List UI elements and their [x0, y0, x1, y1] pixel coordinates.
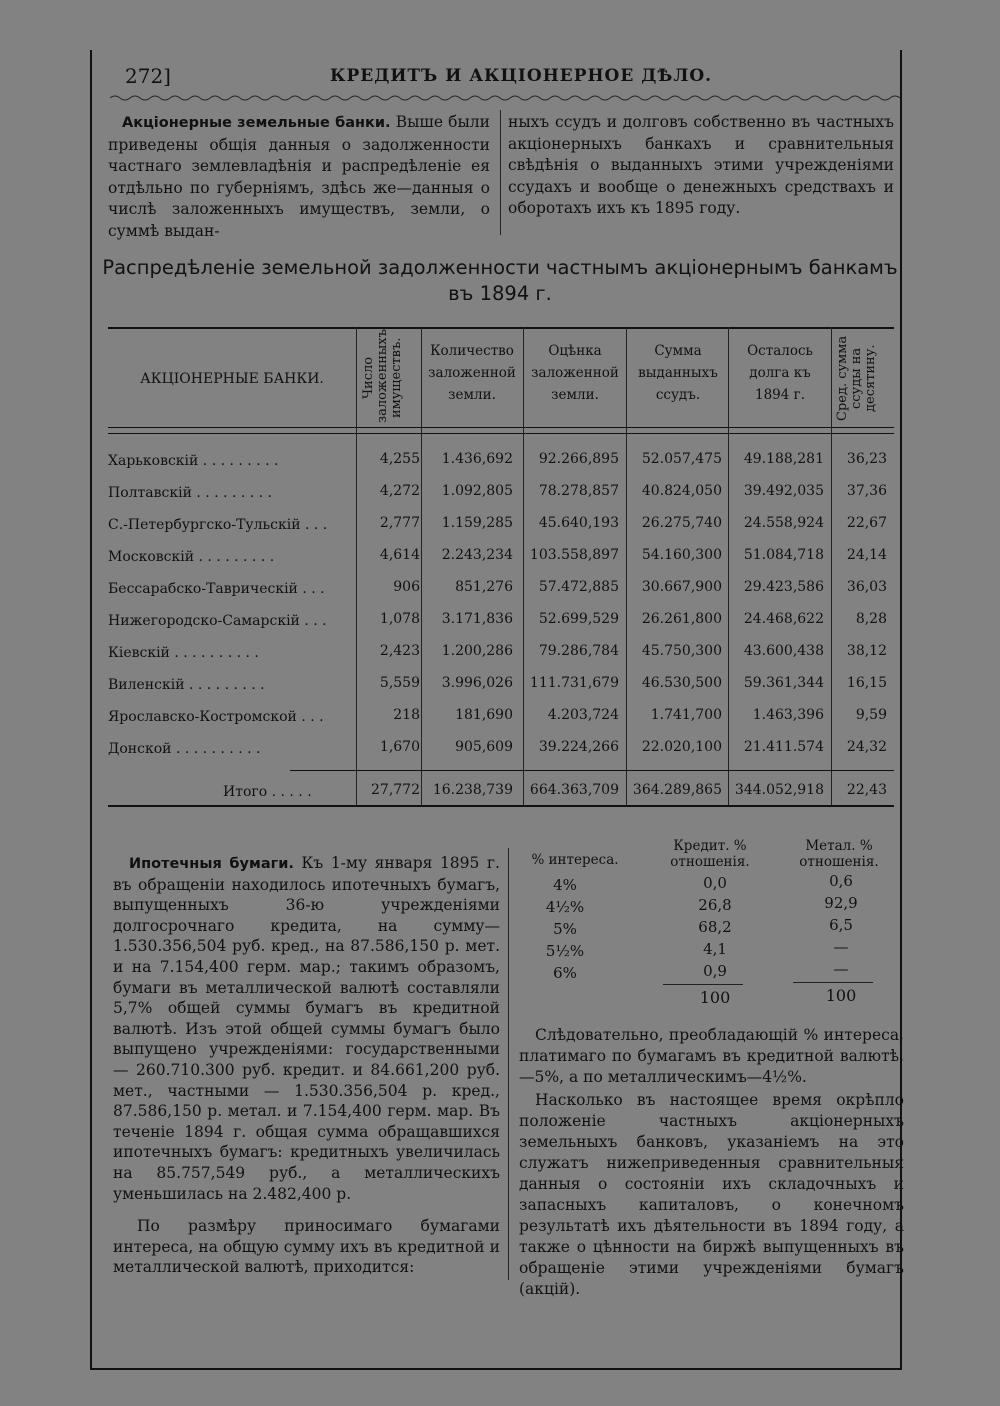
cell-remaining: 51.084,718 — [743, 547, 824, 563]
cell-valuation: 4.203,724 — [547, 707, 619, 723]
table-row — [108, 703, 894, 735]
cell-loans: 26.275,740 — [641, 515, 722, 531]
cell-quantity: 1.159,285 — [441, 515, 513, 531]
cell-avg: 16,15 — [846, 675, 887, 691]
cell-remaining: 43.600,438 — [743, 643, 824, 659]
cell-quantity: 1.200,286 — [441, 643, 513, 659]
bank-name: Донской . . . . . . . . . . — [108, 741, 261, 757]
cell-quantity: 3.996,026 — [441, 675, 513, 691]
cell-valuation: 79.286,784 — [538, 643, 619, 659]
table-row — [108, 639, 894, 671]
page-header — [125, 64, 895, 94]
header-quantity: Количество заложенной земли. — [428, 343, 516, 403]
header-rule — [110, 94, 900, 102]
cell-valuation: 39.224,266 — [538, 739, 619, 755]
column-separator — [500, 110, 501, 235]
interest-header-metal-b: отношенія. — [799, 854, 879, 870]
column-separator — [508, 848, 509, 1280]
cell-valuation: 78.278,857 — [538, 483, 619, 499]
bank-name: Полтавскій . . . . . . . . . — [108, 485, 273, 501]
total-quantity: 16.238,739 — [432, 782, 513, 798]
interest-metal: — — [833, 960, 849, 978]
table-title-line2: въ 1894 г. — [448, 282, 552, 305]
interest-rate: 6% — [553, 964, 577, 982]
ipoteka-paragraph-2: По размѣру приносимаго бумагами интереса, на общую сумму ихъ въ кредитной и металлической валютѣ, приходится: — [113, 1217, 500, 1277]
total-label: Итого . . . . . — [223, 784, 312, 800]
cell-loans: 30.667,900 — [641, 579, 722, 595]
cell-remaining: 59.361,344 — [743, 675, 824, 691]
cell-avg: 9,59 — [855, 707, 887, 723]
right-lower-text — [519, 1025, 904, 1300]
running-title: КРЕДИТЪ И АКЦІОНЕРНОЕ ДѢЛО. — [330, 66, 713, 86]
cell-avg: 38,12 — [846, 643, 887, 659]
interest-sum-rule — [793, 982, 873, 983]
interest-metal: 6,5 — [829, 916, 853, 934]
cell-valuation: 52.699,529 — [538, 611, 619, 627]
cell-remaining: 24.468,622 — [743, 611, 824, 627]
cell-number: 1,078 — [379, 611, 420, 627]
intro-left-column — [108, 112, 490, 242]
cell-number: 4,255 — [379, 451, 420, 467]
interest-metal-total: 100 — [825, 986, 857, 1005]
interest-rate: 5½% — [545, 942, 585, 960]
interest-credit: 0,0 — [703, 874, 727, 892]
table-row — [108, 671, 894, 703]
ipoteka-heading: Ипотечныя бумаги. — [129, 856, 294, 872]
interest-credit: 0,9 — [703, 962, 727, 980]
cell-loans: 1.741,700 — [650, 707, 722, 723]
cell-avg: 37,36 — [846, 483, 887, 499]
table-top-rule — [108, 327, 894, 329]
right-paragraph-2: Насколько въ настоящее время окрѣпло положеніе частныхъ акціонерныхъ земельныхъ банковъ, указаніемъ на это служатъ нижеприведенныя сравнительныя данныя о состояніи ихъ складочныхъ и запасныхъ капиталовъ, о конечномъ результатѣ ихъ дѣятельности въ 1894 году, а также о цѣнности на биржѣ выпущенныхъ въ обращеніе этими учрежденіями бумагъ (акцій). — [519, 1091, 904, 1298]
cell-number: 4,272 — [379, 483, 420, 499]
ipoteka-section — [113, 853, 500, 1278]
page-border-bottom — [90, 1368, 902, 1370]
cell-avg: 22,67 — [846, 515, 887, 531]
cell-number: 1,670 — [379, 739, 420, 755]
total-rule — [290, 770, 894, 771]
cell-loans: 45.750,300 — [641, 643, 722, 659]
page-border-left — [90, 50, 92, 1370]
header-remaining: Осталось долга къ 1894 г. — [747, 343, 813, 403]
cell-valuation: 103.558,897 — [529, 547, 619, 563]
cell-number: 2,777 — [379, 515, 420, 531]
intro-left-text: Выше были приведены общія данныя о задолженности частнаго землевладѣнія и распредѣленіе ея отдѣльно по губерніямъ, здѣсь же—данныя о числѣ заложенныхъ имуществъ, земли, о суммѣ выдан- — [108, 113, 490, 240]
header-number: Число заложенныхъ имуществъ. — [361, 329, 404, 423]
bank-name: Кіевскій . . . . . . . . . . — [108, 645, 259, 661]
cell-avg: 24,32 — [846, 739, 887, 755]
header-banks: АКЦІОНЕРНЫЕ БАНКИ. — [140, 371, 324, 387]
cell-quantity: 3.171,836 — [441, 611, 513, 627]
cell-remaining: 29.423,586 — [743, 579, 824, 595]
interest-rate: 4% — [553, 876, 577, 894]
table-title — [100, 255, 900, 307]
cell-loans: 54.160,300 — [641, 547, 722, 563]
interest-credit: 4,1 — [703, 940, 727, 958]
total-remaining: 344.052,918 — [734, 782, 824, 798]
interest-rate: 4½% — [545, 898, 585, 916]
table-row — [108, 479, 894, 511]
table-row — [108, 543, 894, 575]
cell-loans: 22.020,100 — [641, 739, 722, 755]
right-paragraph-1: Слѣдовательно, преобладающій % интереса, платимаго по бумагамъ въ кредитной валютѣ,—5%, а по металлическимъ—4½%. — [519, 1026, 904, 1086]
cell-avg: 36,03 — [846, 579, 887, 595]
interest-credit: 26,8 — [698, 896, 732, 914]
interest-metal: 92,9 — [824, 894, 858, 912]
cell-loans: 46.530,500 — [641, 675, 722, 691]
cell-remaining: 1.463,396 — [752, 707, 824, 723]
table-header-rule — [108, 427, 894, 428]
cell-quantity: 181,690 — [455, 707, 513, 723]
interest-table — [515, 838, 895, 1013]
interest-header-rate: % интереса. — [531, 852, 619, 868]
table-row — [108, 511, 894, 543]
cell-avg: 24,14 — [846, 547, 887, 563]
bank-name: Бессарабско-Таврическій . . . — [108, 581, 325, 597]
interest-header-metal-a: Метал. % — [805, 838, 873, 854]
table-row — [108, 735, 894, 767]
table-row — [108, 575, 894, 607]
header-avg: Сред. сумма ссуды на десятину. — [835, 335, 878, 421]
cell-valuation: 45.640,193 — [538, 515, 619, 531]
cell-valuation: 92.266,895 — [538, 451, 619, 467]
bank-name: Харьковскій . . . . . . . . . — [108, 453, 279, 469]
intro-heading: Акціонерные земельные банки. — [122, 115, 391, 131]
bank-name: С.-Петербургско-Тульскій . . . — [108, 517, 328, 533]
bank-name: Нижегородско-Самарскій . . . — [108, 613, 327, 629]
cell-number: 4,614 — [379, 547, 420, 563]
page-number: 272] — [125, 64, 171, 88]
cell-number: 906 — [393, 579, 420, 595]
cell-quantity: 1.436,692 — [441, 451, 513, 467]
cell-avg: 36,23 — [846, 451, 887, 467]
cell-quantity: 905,609 — [455, 739, 513, 755]
interest-credit: 68,2 — [698, 918, 732, 936]
interest-header-credit-a: Кредит. % — [673, 838, 747, 854]
table-header-rule-2 — [108, 433, 894, 434]
bank-name: Ярославско-Костромской . . . — [108, 709, 324, 725]
cell-avg: 8,28 — [855, 611, 887, 627]
table-row — [108, 447, 894, 479]
cell-valuation: 111.731,679 — [529, 675, 619, 691]
total-number: 27,772 — [371, 782, 420, 798]
table-title-line1: Распредѣленіе земельной задолженности частнымъ акціонернымъ банкамъ — [102, 256, 898, 279]
ipoteka-paragraph-1: Къ 1-му января 1895 г. въ обращеніи находилось ипотечныхъ бумагъ, выпущенныхъ 36-ю учрежденіями долгосрочнаго кредита, на сумму—1.530.356,504 руб. кред., на 87.586,150 р. мет. и на 7.154,400 герм. мар.; такимъ образомъ, бумаги въ металлической валютѣ составляли 5,7% общей суммы бумагъ въ кредитной валютѣ. Изъ этой общей суммы бумагъ было выпущено учрежденіями: государственными — 260.710.300 руб. кредит. и 84.661,200 руб. мет., частными — 1.530.356,504 р. кред., 87.586,150 р. метал. и 7.154,400 герм. мар. Въ теченіе 1894 г. общая сумма обращавшихся ипотечныхъ бумагъ: кредитныхъ увеличилась на 85.757,549 руб., а металлическихъ уменьшилась на 2.482,400 р. — [113, 854, 500, 1203]
cell-remaining: 24.558,924 — [743, 515, 824, 531]
cell-remaining: 21.411.574 — [743, 739, 824, 755]
total-avg: 22,43 — [846, 782, 887, 798]
table-bottom-rule — [108, 805, 894, 807]
cell-valuation: 57.472,885 — [538, 579, 619, 595]
interest-rate: 5% — [553, 920, 577, 938]
cell-loans: 40.824,050 — [641, 483, 722, 499]
cell-number: 5,559 — [379, 675, 420, 691]
interest-metal: 0,6 — [829, 872, 853, 890]
header-valuation: Оцѣнка заложенной земли. — [531, 343, 619, 403]
bank-name: Московскій . . . . . . . . . — [108, 549, 275, 565]
cell-quantity: 2.243,234 — [441, 547, 513, 563]
cell-quantity: 1.092,805 — [441, 483, 513, 499]
interest-metal: — — [833, 938, 849, 956]
header-loans: Сумма выданныхъ ссудъ. — [638, 343, 718, 403]
cell-number: 2,423 — [379, 643, 420, 659]
interest-header-credit-b: отношенія. — [670, 854, 750, 870]
cell-loans: 26.261,800 — [641, 611, 722, 627]
cell-remaining: 39.492,035 — [743, 483, 824, 499]
total-valuation: 664.363,709 — [529, 782, 619, 798]
cell-remaining: 49.188,281 — [743, 451, 824, 467]
interest-credit-total: 100 — [699, 988, 731, 1007]
bank-name: Виленскій . . . . . . . . . — [108, 677, 265, 693]
interest-sum-rule — [663, 984, 743, 985]
cell-quantity: 851,276 — [455, 579, 513, 595]
cell-number: 218 — [393, 707, 420, 723]
total-loans: 364.289,865 — [632, 782, 722, 798]
cell-loans: 52.057,475 — [641, 451, 722, 467]
table-row — [108, 607, 894, 639]
intro-right-column: ныхъ ссудъ и долговъ собственно въ частныхъ акціонерныхъ банкахъ и сравнительныя свѣдѣнія о выданныхъ этими учрежденіями ссудахъ и вообще о денежныхъ средствахъ и оборотахъ ихъ къ 1895 году. — [508, 113, 894, 217]
